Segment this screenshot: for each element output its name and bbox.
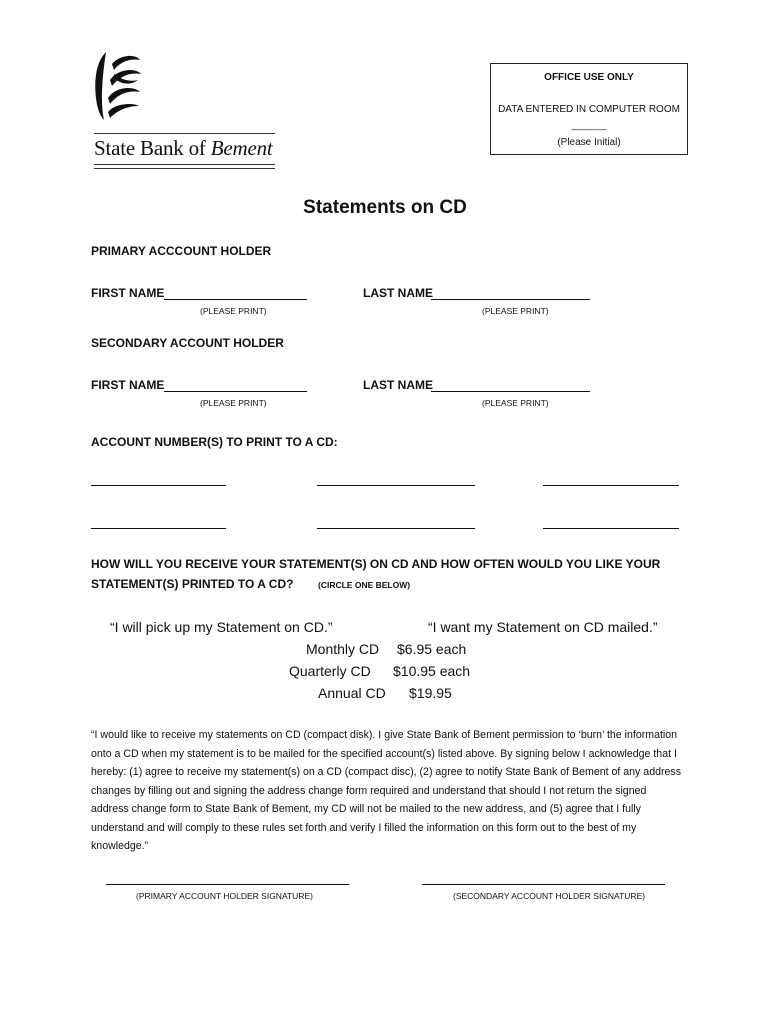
secondary-first-name-field[interactable] (164, 391, 307, 392)
secondary-heading: SECONDARY ACCOUNT HOLDER (91, 336, 284, 350)
primary-first-name-label: FIRST NAME (91, 286, 165, 300)
option-mailed[interactable]: “I want my Statement on CD mailed.” (428, 619, 658, 635)
logo-rule-top (94, 133, 275, 134)
secondary-signature-field[interactable] (422, 884, 665, 885)
logo-rule-bottom-2 (94, 168, 275, 169)
delivery-question-line1: HOW WILL YOU RECEIVE YOUR STATEMENT(S) ON CD AND HOW OFTEN WOULD YOU LIKE YOUR (91, 557, 661, 571)
account-number-field[interactable] (91, 528, 226, 529)
account-number-field[interactable] (317, 485, 475, 486)
account-number-field[interactable] (91, 485, 226, 486)
account-number-field[interactable] (543, 528, 679, 529)
account-number-field[interactable] (543, 485, 679, 486)
option-annual-price: $19.95 (409, 685, 452, 701)
primary-last-name-hint: (PLEASE PRINT) (482, 306, 549, 316)
primary-last-name-label: LAST NAME (363, 286, 433, 300)
circle-one-note: (CIRCLE ONE BELOW) (318, 580, 411, 590)
option-annual-label[interactable]: Annual CD (318, 685, 386, 701)
primary-signature-field[interactable] (106, 884, 349, 885)
page-title: Statements on CD (303, 197, 467, 218)
primary-signature-label: (PRIMARY ACCOUNT HOLDER SIGNATURE) (136, 891, 313, 901)
option-monthly-label[interactable]: Monthly CD (306, 641, 380, 657)
option-quarterly-price: $10.95 each (393, 663, 471, 679)
primary-heading: PRIMARY ACCCOUNT HOLDER (91, 244, 272, 258)
primary-first-name-field[interactable] (164, 299, 307, 300)
office-use-box (490, 63, 688, 155)
office-use-title: OFFICE USE ONLY (544, 72, 634, 83)
primary-first-name-hint: (PLEASE PRINT) (200, 306, 267, 316)
option-quarterly-label[interactable]: Quarterly CD (289, 663, 371, 679)
option-monthly-price: $6.95 each (397, 641, 467, 657)
office-use-initial-label: (Please Initial) (557, 137, 621, 148)
delivery-question-line2: STATEMENT(S) PRINTED TO A CD? (91, 577, 294, 591)
secondary-first-name-label: FIRST NAME (91, 378, 165, 392)
secondary-first-name-hint: (PLEASE PRINT) (200, 398, 267, 408)
office-use-initial-blank[interactable]: _______ (571, 120, 607, 130)
agreement-text: “I would like to receive my statements on CD (compact disk). I give State Bank of Bement permission to ‘burn’ the information onto a CD when my statement is to be mailed for the specified account(s) listed above. By signing below I acknowledge that I hereby: (1) agree to receive my statement(s) on a CD (compact disc), (2) agree to notify State Bank of Bement of any address changes by filling out and signing the address change form required and understand that should I not return the signed address change form to State Bank of Bement, my CD will not be mailed to the new address, and (5) agree that I fully understand and will comply to these rules set forth and verify I filled the information on this form out to the best of my knowledge.” (91, 729, 681, 852)
secondary-last-name-label: LAST NAME (363, 378, 433, 392)
logo-rule-bottom-1 (94, 164, 275, 165)
office-use-line: DATA ENTERED IN COMPUTER ROOM (498, 104, 680, 115)
secondary-last-name-hint: (PLEASE PRINT) (482, 398, 549, 408)
leaf-logo-icon (92, 50, 144, 122)
option-pickup[interactable]: “I will pick up my Statement on CD.” (110, 619, 333, 635)
secondary-last-name-field[interactable] (431, 391, 590, 392)
account-number-field[interactable] (317, 528, 475, 529)
bank-name: State Bank of Bement (94, 136, 273, 160)
account-numbers-heading: ACCOUNT NUMBER(S) TO PRINT TO A CD: (91, 435, 338, 449)
primary-last-name-field[interactable] (431, 299, 590, 300)
secondary-signature-label: (SECONDARY ACCOUNT HOLDER SIGNATURE) (453, 891, 646, 901)
